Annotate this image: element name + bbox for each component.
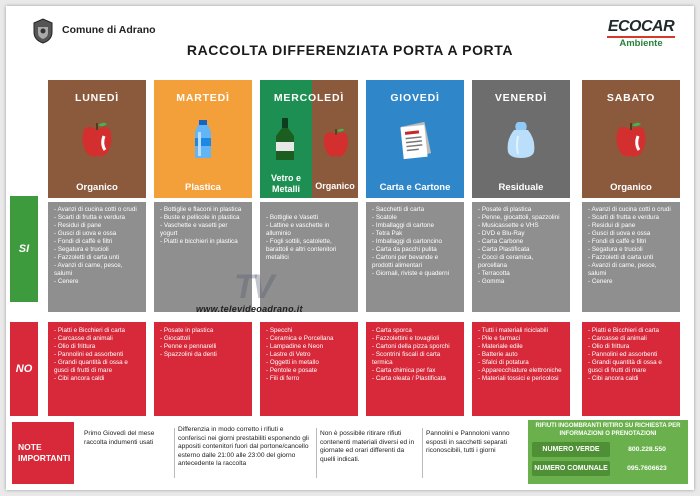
note-3: Non è possibile ritirare rifiuti contenenti materiali diversi ed in giornate ed orari differenti da quelli indicati.	[320, 430, 415, 463]
material-label: Organico	[76, 182, 118, 193]
day-name: LUNEDÌ	[75, 92, 119, 104]
day-header	[366, 80, 464, 198]
day-header	[472, 80, 570, 198]
list-item: - Fazzoletti di carta unti	[54, 254, 140, 262]
list-item: - Fogli sottili, scatolette, barattoli e altri contenitori metallici	[266, 238, 352, 262]
notes-label: NOTE IMPORTANTI	[12, 422, 74, 484]
list-item: - Sacchetti di carta	[372, 206, 458, 214]
list-item: - Terracotta	[478, 270, 564, 278]
si-list	[372, 206, 458, 278]
list-item: - Gusci di uova e ossa	[588, 230, 674, 238]
list-item: - Fazzolettini e tovaglioli	[372, 335, 458, 343]
si-box	[472, 202, 570, 312]
material-label: Plastica	[185, 182, 221, 193]
material-label: Residuale	[498, 182, 544, 193]
list-item: - Penne, giocattoli, spazzolini	[478, 214, 564, 222]
list-item: - Posate di plastica	[478, 206, 564, 214]
list-item: - Buste e pellicole in plastica	[160, 214, 246, 222]
day-name: MARTEDÌ	[176, 92, 230, 104]
list-item: - Cartoni della pizza sporchi	[372, 343, 458, 351]
watermark-url: www.televideoadrano.it	[196, 304, 303, 314]
day-header	[48, 80, 146, 198]
apple-icon	[322, 126, 350, 160]
no-list	[372, 327, 458, 383]
no-box	[472, 322, 570, 416]
list-item: - Carcasse di animali	[588, 335, 674, 343]
list-item: - Gusci di uova e ossa	[54, 230, 140, 238]
day-name: GIOVEDÌ	[390, 92, 440, 104]
no-list	[54, 327, 140, 383]
material-label-organic: Organico	[315, 181, 355, 191]
logo-wordmark: ECOCAR	[607, 18, 675, 35]
phone-number[interactable]: 800.228.550	[628, 446, 666, 453]
list-item: - Fili di ferro	[266, 375, 352, 383]
list-item: - Posate in plastica	[160, 327, 246, 335]
si-list	[478, 206, 564, 286]
material-label-glass: Vetro e Metalli	[270, 173, 301, 194]
list-item: - Tetra Pak	[372, 230, 458, 238]
no-box	[582, 322, 680, 416]
list-item: - Olio di frittura	[588, 343, 674, 351]
no-list	[478, 327, 564, 383]
no-box	[366, 322, 464, 416]
list-item: - Batterie auto	[478, 351, 564, 359]
si-list	[54, 206, 140, 286]
list-item: - Carta Carbone	[478, 238, 564, 246]
list-item: - Fondi di caffè e filtri	[588, 238, 674, 246]
list-item: - Pannolini ed assorbenti	[588, 351, 674, 359]
list-item: - Lampadine e Neon	[266, 343, 352, 351]
note-4: Pannolini e Pannoloni vanno esposti in sacchetti separati riconoscibili, tutti i giorni	[426, 430, 510, 455]
list-item: - Gomma	[478, 278, 564, 286]
list-item: - Imballaggi di cartoncino	[372, 238, 458, 246]
list-item: - Carta chimica per fax	[372, 367, 458, 375]
no-list	[160, 327, 246, 359]
apple-icon	[614, 120, 648, 160]
list-item: - Grandi quantità di ossa e gusci di frutti di mare	[54, 359, 140, 375]
si-list	[160, 206, 246, 246]
list-item: - Materiale edile	[478, 343, 564, 351]
no-list	[266, 327, 352, 383]
list-item: - Giocattoli	[160, 335, 246, 343]
si-box	[366, 202, 464, 312]
header	[6, 6, 694, 78]
list-item: - Materiali tossici e pericolosi	[478, 375, 564, 383]
list-item: - Spazzolini da denti	[160, 351, 246, 359]
list-item: - Avanzi di carne, pesce, salumi	[54, 262, 140, 278]
list-item: - Grandi quantità di ossa e gusci di frutti di mare	[588, 359, 674, 375]
day-name: SABATO	[606, 92, 656, 104]
day-name: VENERDÌ	[494, 92, 548, 104]
no-box	[154, 322, 252, 416]
list-item: - Sfalci di potatura	[478, 359, 564, 367]
info-box	[528, 420, 688, 484]
list-item: - Segatura e trucioli	[588, 246, 674, 254]
list-item: - Carta da pacchi pulita	[372, 246, 458, 254]
list-item: - Piatti e Bicchieri di carta	[54, 327, 140, 335]
list-item: - Specchi	[266, 327, 352, 335]
note-1: Primo Giovedì del mese raccolta indumenti usati	[84, 430, 155, 446]
list-item: - Olio di frittura	[54, 343, 140, 351]
si-list	[588, 206, 674, 286]
list-item: - Tutti i materiali riciclabili	[478, 327, 564, 335]
day-name: MERCOLEDÌ	[273, 92, 345, 104]
info-label: NUMERO VERDE	[532, 442, 610, 457]
list-item: - Pannolini ed assorbenti	[54, 351, 140, 359]
trash-bag-icon	[504, 120, 538, 160]
list-item: - Scarti di frutta e verdura	[588, 214, 674, 222]
logo-subtitle: Ambiente	[619, 38, 663, 49]
list-item: - Imballaggi di cartone	[372, 222, 458, 230]
divider	[174, 428, 175, 478]
phone-number[interactable]: 095.7606623	[627, 465, 667, 472]
list-item: - Segatura e trucioli	[54, 246, 140, 254]
list-item: - Fazzoletti di carta unti	[588, 254, 674, 262]
list-item: - Carta sporca	[372, 327, 458, 335]
info-row-numero-verde	[532, 442, 684, 457]
info-label: NUMERO COMUNALE	[532, 461, 610, 476]
list-item: - Piatti e Bicchieri di carta	[588, 327, 674, 335]
list-item: - Lastre di Vetro	[266, 351, 352, 359]
list-item: - Scarti di frutta e verdura	[54, 214, 140, 222]
list-item: - Vaschette e vasetti per yogurt	[160, 222, 246, 238]
list-item: - Carcasse di animali	[54, 335, 140, 343]
list-item: - Pile e farmaci	[478, 335, 564, 343]
municipality-name: Comune di Adrano	[62, 24, 156, 36]
si-box	[582, 202, 680, 312]
list-item: - Avanzi di carne, pesce, salumi	[588, 262, 674, 278]
glass-bottle-icon	[270, 118, 300, 162]
list-item: - Penne e pennarelli	[160, 343, 246, 351]
divider	[422, 428, 423, 478]
list-item: - Cibi ancora caldi	[54, 375, 140, 383]
list-item: - Cibi ancora caldi	[588, 375, 674, 383]
page-title: RACCOLTA DIFFERENZIATA PORTA A PORTA	[186, 42, 514, 58]
list-item: - Fondi di caffè e filtri	[54, 238, 140, 246]
divider	[316, 428, 317, 478]
ecocar-logo	[601, 18, 681, 49]
si-list	[266, 214, 352, 262]
list-item: - DVD e Blu-Ray	[478, 230, 564, 238]
list-item: - Oggetti in metallo	[266, 359, 352, 367]
bottle-icon	[186, 120, 220, 160]
list-item: - Cenere	[54, 278, 140, 286]
list-item: - Scontrini fiscali di carta termica	[372, 351, 458, 367]
si-row-label: SI	[10, 196, 38, 302]
list-item: - Cocci di ceramica, porcellana	[478, 254, 564, 270]
no-box	[48, 322, 146, 416]
watermark-logo: TV	[234, 268, 272, 306]
si-box	[48, 202, 146, 312]
list-item: - Musicassette e VHS	[478, 222, 564, 230]
no-row-label: NO	[10, 322, 38, 416]
list-item: - Carta Plastificata	[478, 246, 564, 254]
list-item: - Bottiglie e Vasetti	[266, 214, 352, 222]
list-item: - Residui di pane	[54, 222, 140, 230]
list-item: - Pentole e posate	[266, 367, 352, 375]
note-2: Differenzia in modo corretto i rifiuti e conferisci nei giorni prestabiliti esponendo gli appositi contenitori fuori dal portone/cancello esterno dalle 21:00 alle 23:00 del giorno antecedente la raccolta	[178, 426, 309, 468]
material-label: Organico	[610, 182, 652, 193]
day-header	[582, 80, 680, 198]
page	[6, 6, 694, 490]
list-item: - Cartoni per bevande e prodotti alimentari	[372, 254, 458, 270]
list-item: - Scatole	[372, 214, 458, 222]
coat-of-arms-icon	[32, 18, 54, 44]
no-list	[588, 327, 674, 383]
list-item: - Residui di pane	[588, 222, 674, 230]
si-box	[260, 202, 358, 312]
day-header	[154, 80, 252, 198]
list-item: - Carta oleata / Plastificata	[372, 375, 458, 383]
list-item: - Giornali, riviste e quaderni	[372, 270, 458, 278]
list-item: - Bottiglie e flaconi in plastica	[160, 206, 246, 214]
apple-icon	[80, 120, 114, 160]
notes-section	[12, 422, 525, 484]
no-box	[260, 322, 358, 416]
newspaper-icon	[398, 120, 432, 160]
day-header	[260, 80, 358, 198]
list-item: - Avanzi di cucina cotti o crudi	[588, 206, 674, 214]
list-item: - Avanzi di cucina cotti o crudi	[54, 206, 140, 214]
info-heading: RIFIUTI INGOMBRANTI RITIRO SU RICHIESTA PER INFORMAZIONI O PRENOTAZIONI	[535, 423, 681, 437]
list-item: - Apparecchiature elettroniche	[478, 367, 564, 375]
list-item: - Cenere	[588, 278, 674, 286]
list-item: - Lattine e vaschette in alluminio	[266, 222, 352, 238]
info-row-numero-comunale	[532, 461, 684, 476]
list-item: - Piatti e bicchieri in plastica	[160, 238, 246, 246]
list-item: - Ceramica e Porcellana	[266, 335, 352, 343]
material-label: Carta e Cartone	[379, 182, 451, 193]
